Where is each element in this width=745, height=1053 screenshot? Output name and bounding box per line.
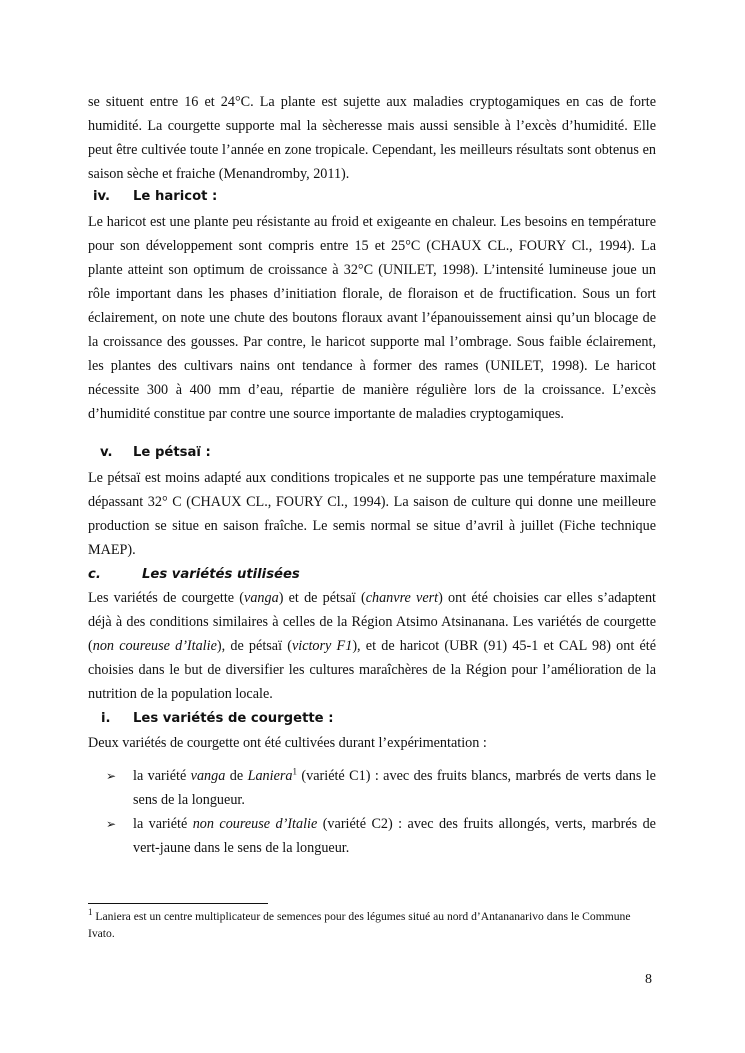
arrow-bullet-icon: ➢: [106, 817, 117, 831]
italic-run: non coureuse d’Italie: [92, 638, 217, 654]
heading-varietes-utilisees: [88, 564, 656, 586]
italic-run: chanvre vert: [365, 590, 439, 606]
text-run: ), de pétsaï (: [216, 638, 292, 654]
heading-label: Les variétés utilisées: [142, 567, 300, 582]
paragraph-varietes: [88, 586, 656, 706]
footnote-ref[interactable]: 1: [292, 766, 297, 777]
heading-petsai: [100, 442, 668, 464]
heading-label: Les variétés de courgette :: [133, 711, 334, 726]
heading-number: i.: [101, 711, 111, 726]
text-run: Les variétés de courgette (: [88, 590, 245, 606]
arrow-bullet-icon: ➢: [106, 769, 117, 783]
italic-run: vanga: [244, 590, 279, 606]
footnote: [88, 908, 656, 942]
italic-run: non coureuse d’Italie: [192, 816, 318, 832]
text-run: la variété: [133, 816, 193, 832]
text-run: ) ont été choisies car elles s’adaptent déjà à des conditions similaires à celles de la Région Atsimo Atsinanana. Les variétés de courgette (: [88, 590, 657, 654]
heading-haricot: [93, 186, 661, 208]
paragraph-haricot: Le haricot est une plante peu résistante au froid et exigeante en chaleur. Les besoins en température pour son développement sont compris entre 15 et 25°C (CHAUX CL., FOURY Cl., 1994). La plante atteint son optimum de croissance à 32°C (UNILET, 1998). L’intensité lumineuse joue un rôle important dans les phases d’initiation florale, de floraison et de fructification. Sous un fort éclairement, on note une chute des boutons floraux avant l’épanouissement ainsi qu’un blocage de la croissance des gousses. Par contre, le haricot supporte mal l’ombrage. Sous faible éclairement, les plantes des cultivars nains ont tendance à former des rames (UNILET, 1998). Le haricot nécessite 300 à 400 mm d’eau, répartie de manière régulière lors de la croissance. L’excès d’humidité constitue par contre une source importante de maladies cryptogamiques.: [88, 214, 656, 422]
heading-number: iv.: [93, 189, 111, 204]
heading-label: Le pétsaï :: [133, 445, 211, 460]
italic-run: victory F1: [291, 638, 353, 654]
paragraph-courgette-end: se situent entre 16 et 24°C. La plante est sujette aux maladies cryptogamiques en cas de forte humidité. La courgette supporte mal la sècheresse mais aussi sensible à l’excès d’humidité. Elle peut être cultivée toute l’année en zone tropicale. Cependant, les meilleurs résultats sont obtenus en saison sèche et fraiche (Menandromby, 2011).: [88, 94, 656, 182]
text-run: (variété C2) : avec des fruits allongés, verts, marbrés de vert-jaune dans le sens de la longueur.: [133, 816, 656, 856]
text-run: de: [225, 768, 248, 784]
footnote-number: 1: [88, 907, 93, 918]
page-number: 8: [645, 972, 652, 987]
text-run: (variété C1) : avec des fruits blancs, marbrés de verts dans le sens de la longueur.: [133, 768, 656, 808]
heading-varietes-courgette: [101, 708, 669, 730]
text-run: ), et de haricot (UBR (91) 45-1 et CAL 98) ont été choisies dans le but de diversifier les cultures maraîchères de la Région pour l’amélioration de la nutrition de la population locale.: [88, 638, 656, 702]
footnote-text: Laniera est un centre multiplicateur de semences pour des légumes situé au nord d’Antananarivo dans le Commune Ivato.: [88, 910, 631, 940]
bullet-item-non-coureuse: [106, 812, 656, 860]
heading-number: c.: [88, 567, 101, 582]
paragraph-petsai: Le pétsaï est moins adapté aux conditions tropicales et ne supporte pas une température maximale dépassant 32° C (CHAUX CL., FOURY Cl., 1994). La saison de culture qui donne une meilleure production se situe en saison fraîche. Le semis normal se situe d’avril à juillet (Fiche technique MAEP).: [88, 470, 656, 558]
bullet-text: [133, 764, 656, 812]
heading-number: v.: [100, 445, 113, 460]
heading-label: Le haricot :: [133, 189, 218, 204]
bullet-text: [133, 812, 656, 860]
bullet-item-vanga: [106, 764, 656, 812]
text-run: la variété: [133, 768, 191, 784]
footnote-separator: [88, 903, 268, 904]
paragraph-courgette-intro: Deux variétés de courgette ont été cultivées durant l’expérimentation :: [88, 735, 487, 751]
italic-run: vanga: [190, 768, 226, 784]
italic-run: Laniera: [247, 768, 293, 784]
text-run: ) et de pétsaï (: [278, 590, 366, 606]
